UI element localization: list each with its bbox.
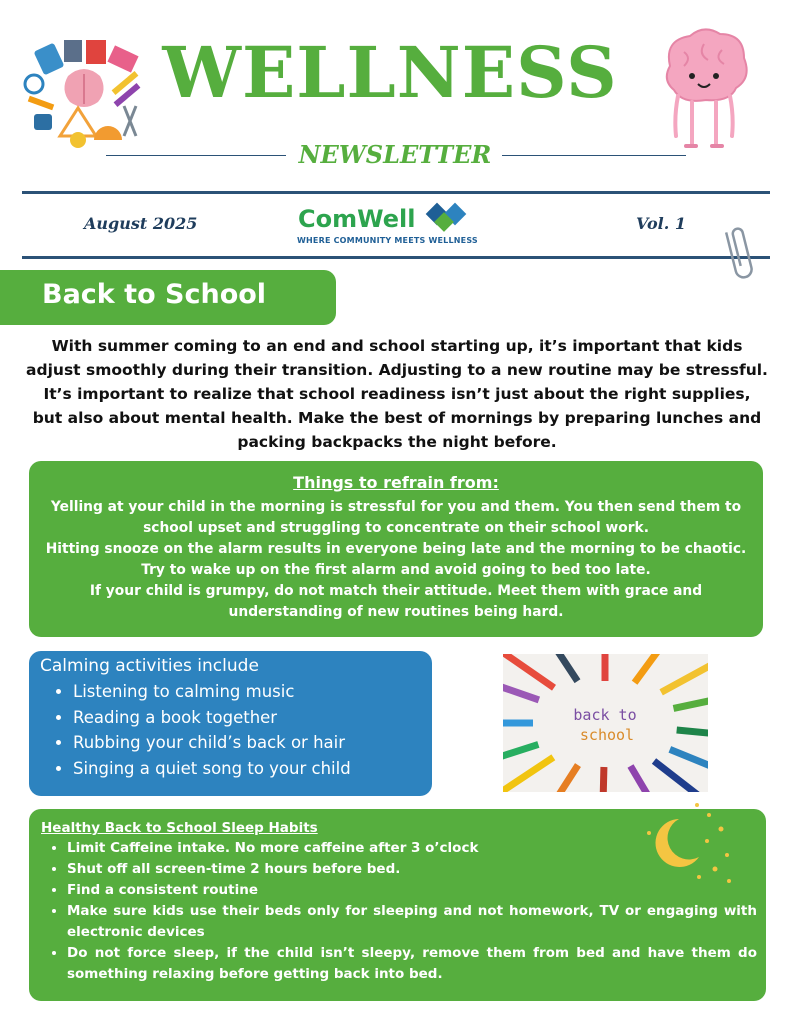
list-item: • Singing a quiet song to your child: [73, 756, 351, 782]
newsletter-subtitle: NEWSLETTER: [298, 140, 492, 169]
brand-name: ComWell: [298, 205, 416, 233]
list-item: • Make sure kids use their beds only for sleeping and not homework, TV or engaging with electronic devices: [67, 901, 757, 943]
subtitle-divider-right: [502, 155, 686, 156]
colored-pencils-circle: [503, 654, 708, 792]
list-item: • Limit Caffeine intake. No more caffeine after 3 o’clock: [67, 838, 757, 859]
issue-volume: Vol. 1: [636, 214, 686, 233]
issue-date: August 2025: [84, 214, 198, 233]
refrain-heading: Things to refrain from:: [293, 473, 499, 492]
calming-list: [51, 679, 351, 781]
header-rule-bottom: [22, 256, 770, 259]
moon-stars-icon: [637, 797, 737, 887]
back-to-school-photo: [503, 654, 708, 792]
list-item: • Rubbing your child’s back or hair: [73, 730, 351, 756]
brain-mascot-illustration: [660, 26, 750, 154]
list-item: • Reading a book together: [73, 705, 351, 731]
list-item: • Do not force sleep, if the child isn’t sleepy, remove them from bed and have them do something relaxing before getting back into bed.: [67, 943, 757, 985]
sleep-habits-box: [29, 809, 766, 1001]
school-supplies-illustration: [20, 36, 148, 156]
list-item: • Listening to calming music: [73, 679, 351, 705]
refrain-box: [29, 461, 763, 637]
header-rule-top: [22, 191, 770, 194]
photo-text-line2: school: [579, 726, 635, 744]
section-title: Back to School: [42, 279, 267, 310]
list-item: • Find a consistent routine: [67, 880, 757, 901]
refrain-paragraph: Yelling at your child in the morning is stressful for you and them. You then send them to school upset and struggling to concentrate on their school work.: [50, 499, 742, 536]
subtitle-divider-left: [106, 155, 286, 156]
sleep-heading: Healthy Back to School Sleep Habits: [41, 820, 318, 836]
section-banner: [0, 270, 336, 325]
paperclip-icon: [722, 222, 756, 288]
refrain-body: [39, 497, 753, 623]
calming-heading: Calming activities include: [40, 656, 259, 676]
newsletter-title: WELLNESS: [162, 31, 618, 114]
brand-logo-icon: [403, 198, 483, 238]
list-item: • Shut off all screen-time 2 hours before bed.: [67, 859, 757, 880]
brand-tagline: WHERE COMMUNITY MEETS WELLNESS: [297, 236, 478, 245]
photo-text-line1: back to: [573, 706, 637, 724]
refrain-paragraph: If your child is grumpy, do not match their attitude. Meet them with grace and understanding of new routines being hard.: [89, 583, 703, 620]
calming-activities-box: [29, 651, 432, 796]
refrain-paragraph: Hitting snooze on the alarm results in everyone being late and the morning to be chaotic. Try to wake up on the first alarm and avoid going to bed too late.: [45, 541, 747, 578]
section-intro: With summer coming to an end and school starting up, it’s important that kids adjust smoothly during their transition. Adjusting to a new routine may be stressful. It’s important to realize that school readiness isn’t just about the right supplies, but also about mental health. Make the best of mornings by preparing lunches and packing backpacks the night before.: [26, 337, 768, 451]
